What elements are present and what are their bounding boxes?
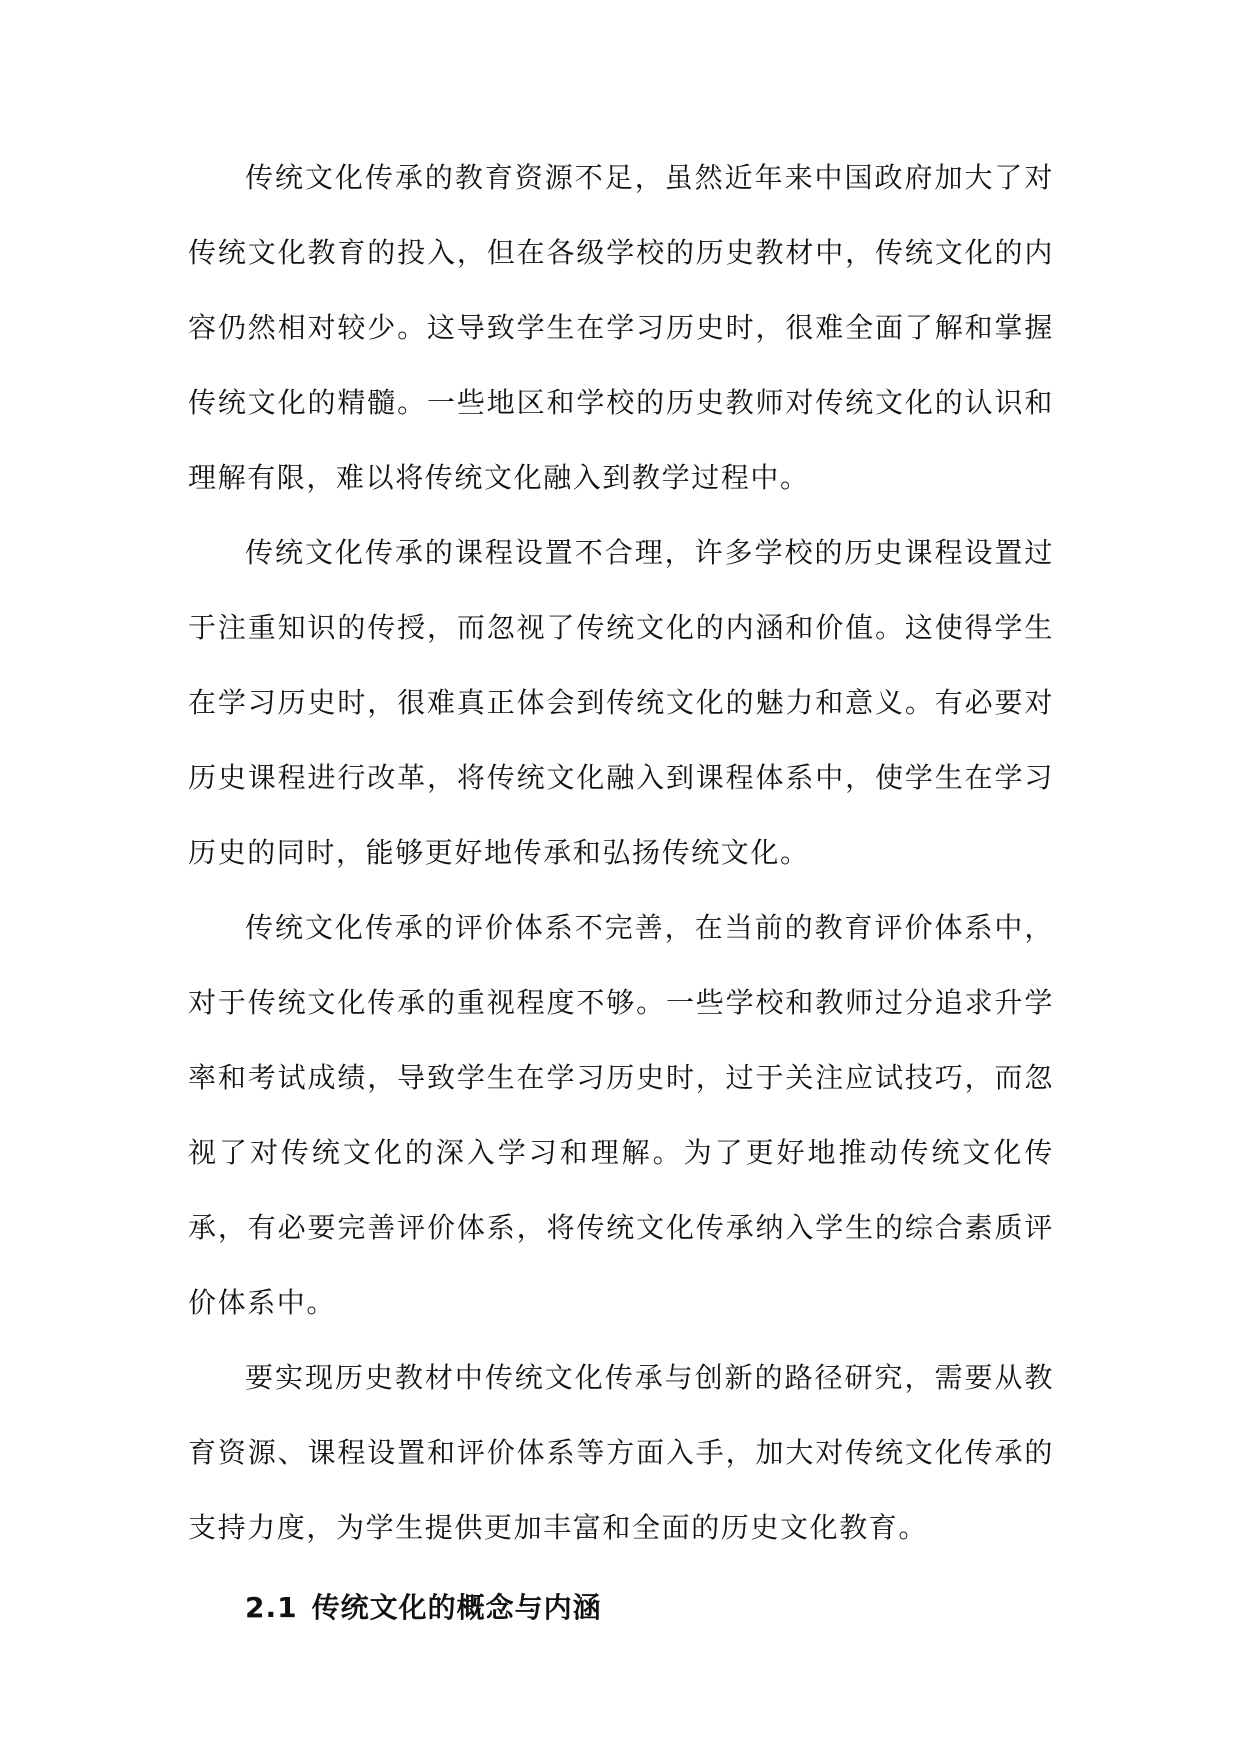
section-title: 传统文化的概念与内涵 [311, 1591, 602, 1624]
section-heading [245, 1588, 602, 1628]
paragraph-evaluation-system: 传统文化传承的评价体系不完善，在当前的教育评价体系中，对于传统文化传承的重视程度不够。一些学校和教师过分追求升学率和考试成绩，导致学生在学习历史时，过于关注应试技巧，而忽视了对传统文化的深入学习和理解。为了更好地推动传统文化传承，有必要完善评价体系，将传统文化传承纳入学生的综合素质评价体系中。 [188, 911, 1054, 1319]
paragraph-education-resources: 传统文化传承的教育资源不足，虽然近年来中国政府加大了对传统文化教育的投入，但在各级学校的历史教材中，传统文化的内容仍然相对较少。这导致学生在学习历史时，很难全面了解和掌握传统文化的精髓。一些地区和学校的历史教师对传统文化的认识和理解有限，难以将传统文化融入到教学过程中。 [188, 161, 1054, 494]
section-number: 2.1 [245, 1591, 298, 1624]
body-text [188, 140, 1054, 1565]
paragraph-conclusion: 要实现历史教材中传统文化传承与创新的路径研究，需要从教育资源、课程设置和评价体系等方面入手，加大对传统文化传承的支持力度，为学生提供更加丰富和全面的历史文化教育。 [188, 1361, 1054, 1544]
paragraph-curriculum: 传统文化传承的课程设置不合理，许多学校的历史课程设置过于注重知识的传授，而忽视了传统文化的内涵和价值。这使得学生在学习历史时，很难真正体会到传统文化的魅力和意义。有必要对历史课程进行改革，将传统文化融入到课程体系中，使学生在学习历史的同时，能够更好地传承和弘扬传统文化。 [188, 536, 1054, 869]
